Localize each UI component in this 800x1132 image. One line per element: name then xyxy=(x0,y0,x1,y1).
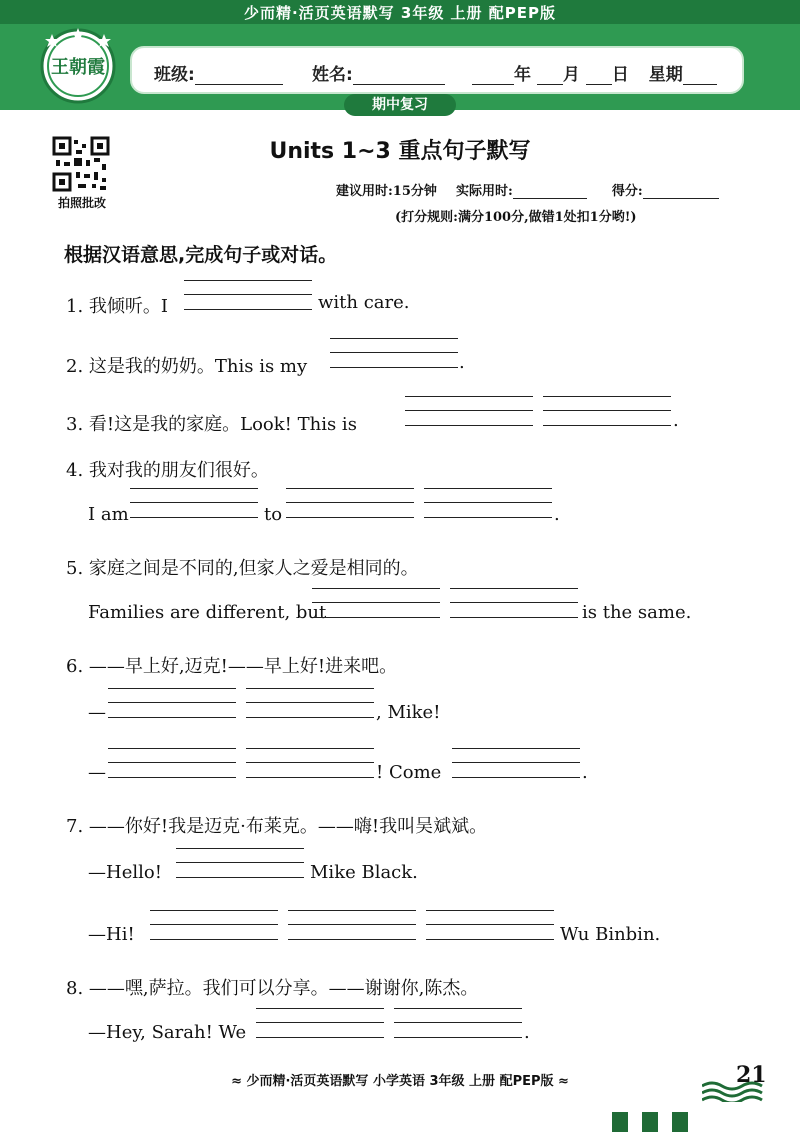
q8-tail: . xyxy=(524,1022,530,1043)
answer-blank[interactable] xyxy=(286,488,414,528)
answer-blank[interactable] xyxy=(452,748,580,788)
answer-blank[interactable] xyxy=(543,396,671,436)
time-info: 建议用时:15分钟 实际用时: 得分: xyxy=(336,180,719,199)
q7-line-a: —Hello! xyxy=(88,862,162,883)
q8-line-a: —Hey, Sarah! We xyxy=(88,1022,247,1043)
student-info-box xyxy=(130,46,744,94)
q5-tail: is the same. xyxy=(582,602,692,623)
q6-dash-a: — xyxy=(88,702,106,723)
answer-blank[interactable] xyxy=(130,488,258,528)
answer-blank[interactable] xyxy=(150,910,278,950)
logo-icon xyxy=(32,26,124,104)
q5-line-a: Families are different, but xyxy=(88,602,327,623)
decor-square xyxy=(642,1112,658,1132)
question-3: 3. 看!这是我的家庭。Look! This is xyxy=(66,414,357,435)
answer-blank[interactable] xyxy=(330,338,458,378)
q4-tail: . xyxy=(554,504,560,525)
answer-blank[interactable] xyxy=(405,396,533,436)
answer-blank[interactable] xyxy=(426,910,554,950)
q3-tail: . xyxy=(673,410,679,431)
answer-blank[interactable] xyxy=(288,910,416,950)
question-5: 5. 家庭之间是不同的,但家人之爱是相同的。 xyxy=(66,558,419,579)
q7-tail-a: Mike Black. xyxy=(310,862,418,883)
q7-line-b: —Hi! xyxy=(88,924,135,945)
page-title: Units 1~3 重点句子默写 xyxy=(269,139,531,164)
q6-tail-a: , Mike! xyxy=(376,702,441,723)
header-title: 少而精·活页英语默写 3年级 上册 配PEP版 xyxy=(243,4,557,22)
question-6: 6. ——早上好,迈克!——早上好!进来吧。 xyxy=(66,656,398,677)
footer: ≈ 少而精·活页英语默写 小学英语 3年级 上册 配PEP版 ≈ xyxy=(231,1074,569,1089)
q6-dash-b: — xyxy=(88,762,106,783)
instruction: 根据汉语意思,完成句子或对话。 xyxy=(64,244,338,266)
answer-blank[interactable] xyxy=(246,748,374,788)
q6-mid-b: ! Come xyxy=(376,762,442,783)
decor-square xyxy=(612,1112,628,1132)
decor-square xyxy=(672,1112,688,1132)
section-tab: 期中复习 xyxy=(344,94,456,116)
q1-tail: with care. xyxy=(318,292,410,313)
page-number: 21 xyxy=(702,1062,772,1102)
question-2: 2. 这是我的奶奶。This is my xyxy=(66,356,308,377)
question-8: 8. ——嘿,萨拉。我们可以分享。——谢谢你,陈杰。 xyxy=(66,978,479,999)
svg-text:王朝霞: 王朝霞 xyxy=(51,57,105,78)
q4-line-b: to xyxy=(264,504,283,525)
answer-blank[interactable] xyxy=(108,688,236,728)
answer-blank[interactable] xyxy=(176,848,304,888)
class-field[interactable]: 班级: xyxy=(154,60,283,85)
answer-blank[interactable] xyxy=(394,1008,522,1048)
answer-blank[interactable] xyxy=(108,748,236,788)
q2-tail: . xyxy=(459,352,465,373)
date-field[interactable]: 年 月 日 星期 xyxy=(472,60,717,85)
question-1: 1. 我倾听。I xyxy=(66,296,169,317)
answer-blank[interactable] xyxy=(312,588,440,628)
question-4: 4. 我对我的朋友们很好。 xyxy=(66,460,269,481)
answer-blank[interactable] xyxy=(184,280,312,320)
name-field[interactable]: 姓名: xyxy=(312,60,445,85)
q4-line-a: I am xyxy=(88,504,129,525)
q7-tail-b: Wu Binbin. xyxy=(560,924,661,945)
qr-label: 拍照批改 xyxy=(57,196,106,210)
answer-blank[interactable] xyxy=(256,1008,384,1048)
scoring-rule: (打分规则:满分100分,做错1处扣1分哟!) xyxy=(395,210,637,225)
q6-tail-b: . xyxy=(582,762,588,783)
answer-blank[interactable] xyxy=(246,688,374,728)
answer-blank[interactable] xyxy=(450,588,578,628)
question-7: 7. ——你好!我是迈克·布莱克。——嗨!我叫吴斌斌。 xyxy=(66,816,488,837)
answer-blank[interactable] xyxy=(424,488,552,528)
